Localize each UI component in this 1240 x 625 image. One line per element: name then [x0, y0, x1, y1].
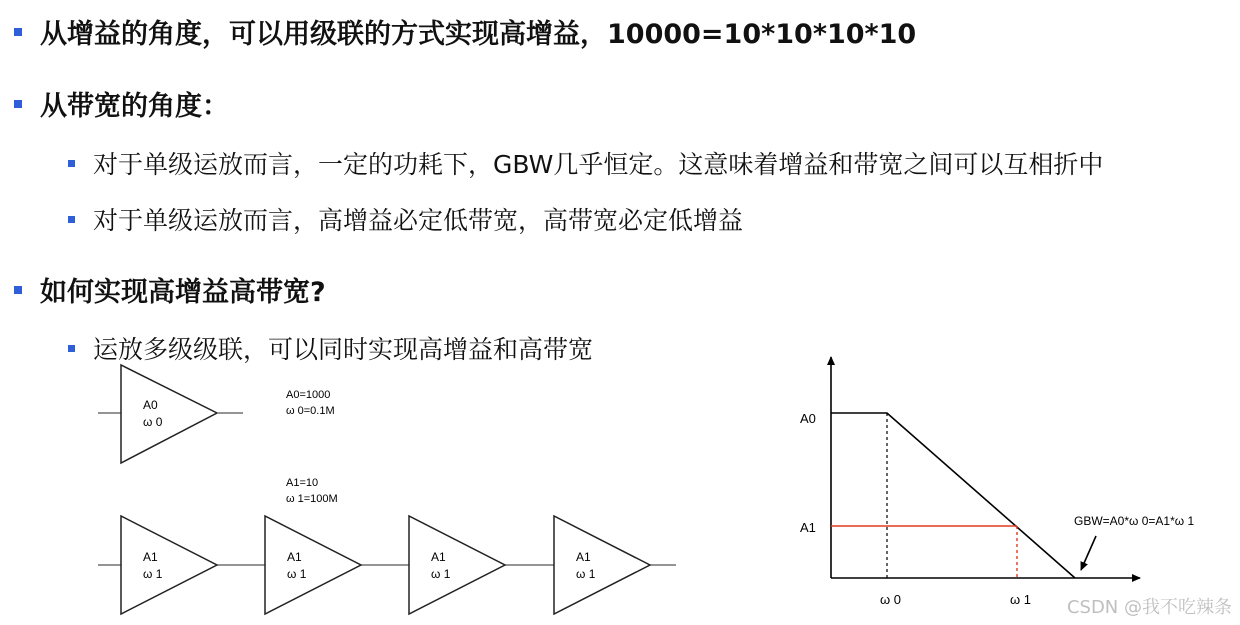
amp-bandwidth-label: ω 0 [143, 415, 163, 429]
cascade-stage-4 [554, 516, 650, 614]
gain-response-curve [831, 413, 1075, 578]
bullet-text: 从增益的角度，可以用级联的方式实现高增益，10000=10*10*10*10 [40, 19, 917, 50]
single-amp-bw-param: ω 0=0.1M [286, 405, 335, 417]
cascade-stage-1 [121, 516, 217, 614]
cascade-gain-param: A1=10 [286, 477, 319, 489]
bode-plot [800, 357, 1194, 607]
bullet-text: 对于单级运放而言，高增益必定低带宽，高带宽必定低增益 [93, 206, 744, 235]
amp-triangle [121, 516, 217, 614]
amp-gain-label: A1 [287, 550, 302, 564]
amp-bandwidth-label: ω 1 [576, 567, 596, 581]
amp-gain-label: A1 [143, 550, 158, 564]
amp-bandwidth-label: ω 1 [287, 567, 307, 581]
cascade-stage-3 [409, 516, 505, 614]
bullet-text: 从带宽的角度： [40, 91, 229, 122]
gbw-arrow [1081, 536, 1096, 570]
cascade-stage-2 [265, 516, 361, 614]
amp-bandwidth-label: ω 1 [431, 567, 451, 581]
amp-triangle [265, 516, 361, 614]
amp-triangle [121, 365, 217, 463]
y-tick-a0: A0 [800, 411, 816, 426]
amp-triangle [409, 516, 505, 614]
single-amplifier [98, 365, 243, 463]
x-tick-w0: ω 0 [880, 592, 901, 607]
amp-gain-label: A1 [431, 550, 446, 564]
bullet-text: 如何实现高增益高带宽? [40, 277, 326, 308]
amp-bandwidth-label: ω 1 [143, 567, 163, 581]
bullet-text: 对于单级运放而言，一定的功耗下，GBW几乎恒定。这意味着增益和带宽之间可以互相折中 [93, 150, 1104, 179]
y-tick-a1: A1 [800, 520, 816, 535]
gbw-annotation: GBW=A0*ω 0=A1*ω 1 [1074, 514, 1195, 528]
amp-gain-label: A0 [143, 398, 158, 412]
amp-triangle [554, 516, 650, 614]
amp-gain-label: A1 [576, 550, 591, 564]
watermark: CSDN @我不吃辣条 [1066, 597, 1232, 618]
cascade-bw-param: ω 1=100M [286, 493, 338, 505]
single-amp-gain-param: A0=1000 [286, 389, 331, 401]
x-tick-w1: ω 1 [1010, 592, 1031, 607]
bullet-text: 运放多级级联，可以同时实现高增益和高带宽 [93, 335, 594, 364]
